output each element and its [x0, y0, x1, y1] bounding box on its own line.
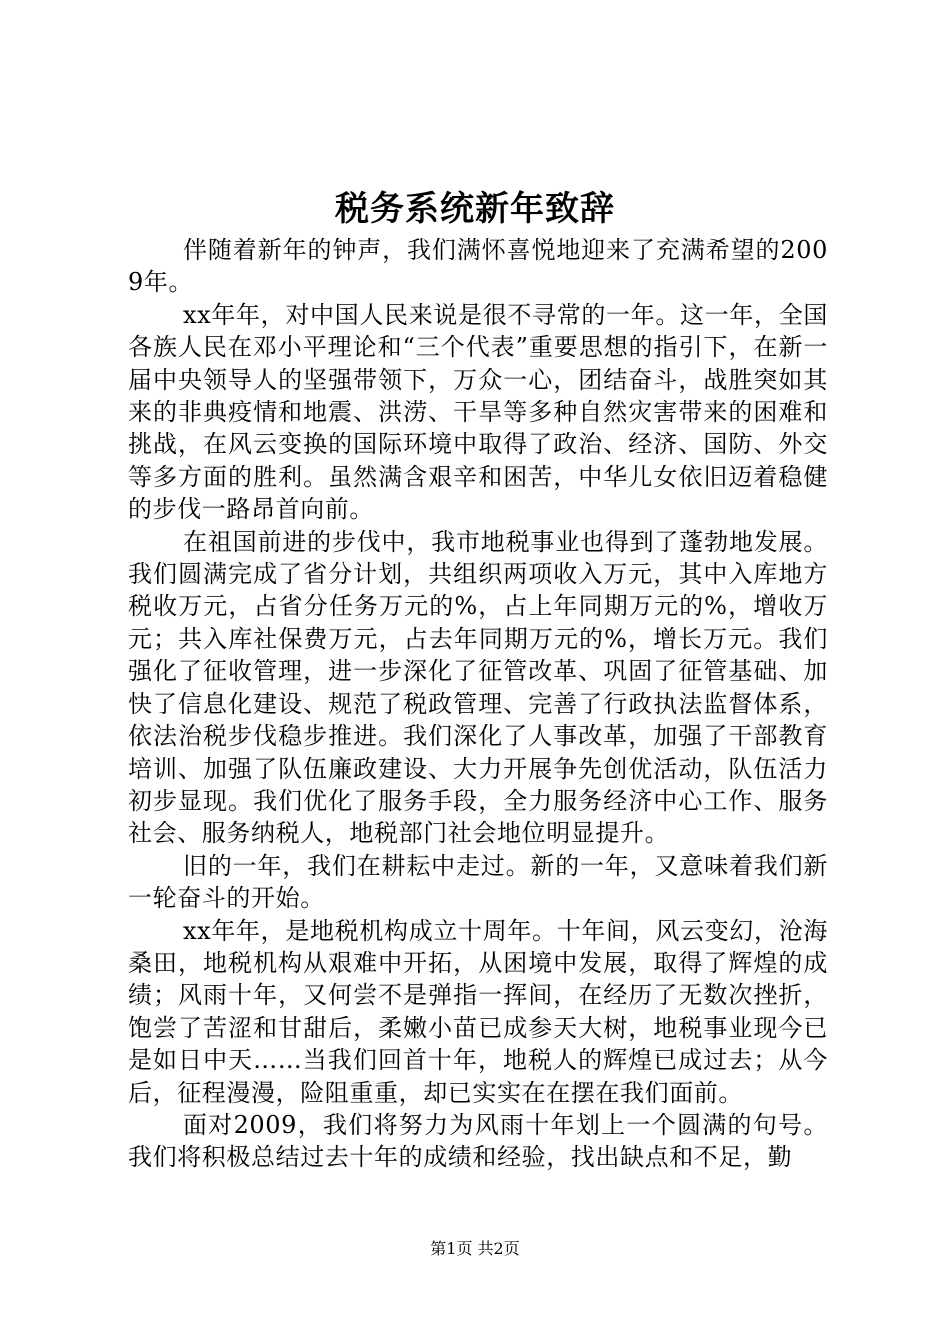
paragraph: 旧的一年，我们在耕耘中走过。新的一年，又意味着我们新一轮奋斗的开始。 [128, 851, 828, 913]
paragraph: xx年年，对中国人民来说是很不寻常的一年。这一年，全国各族人民在邓小平理论和“三个代表”重要思想的指引下，在新一届中央领导人的坚强带领下，万众一心，团结奋斗，战胜突如其来的非典疫情和地震、洪涝、干旱等多种自然灾害带来的困难和挑战，在风云变换的国际环境中取得了政治、经济、国防、外交等多方面的胜利。虽然满含艰辛和困苦，中华儿女依旧迈着稳健的步伐一路昂首向前。 [128, 300, 828, 524]
paragraph: xx年年，是地税机构成立十周年。十年间，风云变幻，沧海桑田，地税机构从艰难中开拓，从困境中发展，取得了辉煌的成绩；风雨十年，又何尝不是弹指一挥间，在经历了无数次挫折，饱尝了苦涩和甘甜后，柔嫩小苗已成参天大树，地税事业现今已是如日中天……当我们回首十年，地税人的辉煌已成过去；从今后，征程漫漫，险阻重重，却已实实在在摆在我们面前。 [128, 916, 828, 1107]
page-footer: 第1页 共2页 [430, 1239, 520, 1258]
paragraph: 伴随着新年的钟声，我们满怀喜悦地迎来了充满希望的2009年。 [128, 236, 828, 297]
paragraph: 面对2009，我们将努力为风雨十年划上一个圆满的句号。我们将积极总结过去十年的成绩和经验，找出缺点和不足，勤 [128, 1110, 828, 1172]
document-title: 税务系统新年致辞 [335, 189, 615, 229]
document-body [128, 234, 828, 1174]
paragraph: 在祖国前进的步伐中，我市地税事业也得到了蓬勃地发展。我们圆满完成了省分计划，共组织两项收入万元，其中入库地方税收万元，占省分任务万元的%，占上年同期万元的%，增收万元；共入库社保费万元，占去年同期万元的%，增长万元。我们强化了征收管理，进一步深化了征管改革、巩固了征管基础、加快了信息化建设、规范了税政管理、完善了行政执法监督体系，依法治税步伐稳步推进。我们深化了人事改革，加强了干部教育培训、加强了队伍廉政建设、大力开展争先创优活动，队伍活力初步显现。我们优化了服务手段，全力服务经济中心工作、服务社会、服务纳税人，地税部门社会地位明显提升。 [128, 527, 828, 848]
